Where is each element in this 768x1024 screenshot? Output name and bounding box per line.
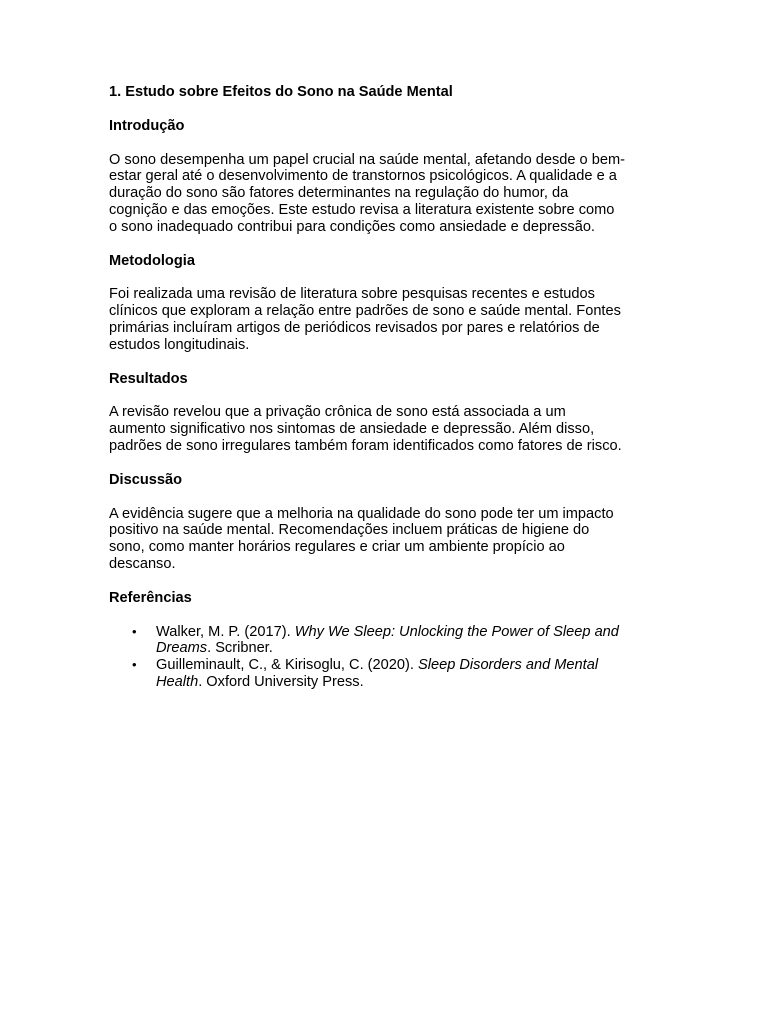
paragraph-line: sono, como manter horários regulares e criar um ambiente propício ao	[109, 539, 565, 556]
section-heading-referencias: Referências	[109, 589, 192, 606]
section-paragraph-resultados	[109, 404, 661, 454]
reference-item	[109, 657, 661, 691]
section-paragraph-metodologia	[109, 286, 661, 353]
paragraph-line: Foi realizada uma revisão de literatura sobre pesquisas recentes e estudos	[109, 286, 595, 303]
paragraph-line: o sono inadequado contribui para condições como ansiedade e depressão.	[109, 218, 595, 235]
reference-line	[156, 624, 661, 641]
paragraph-line: estar geral até o desenvolvimento de transtornos psicológicos. A qualidade e a	[109, 168, 617, 185]
section-paragraph-introducao	[109, 152, 661, 236]
reference-publisher: . Oxford University Press.	[198, 673, 364, 690]
section-heading-resultados: Resultados	[109, 370, 188, 387]
section-heading-introducao: Introdução	[109, 117, 185, 134]
paragraph-line: cognição e das emoções. Este estudo revisa a literatura existente sobre como	[109, 201, 615, 218]
paragraph-line: descanso.	[109, 555, 176, 572]
bullet-icon: •	[132, 623, 137, 639]
document-body	[109, 84, 661, 691]
paragraph-line: aumento significativo nos sintomas de ansiedade e depressão. Além disso,	[109, 421, 595, 438]
bullet-icon: •	[132, 657, 137, 673]
paragraph-line: estudos longitudinais.	[109, 336, 250, 353]
paragraph-line: O sono desempenha um papel crucial na saúde mental, afetando desde o bem-	[109, 151, 625, 168]
section-heading-discussao: Discussão	[109, 471, 183, 488]
reference-line	[156, 674, 661, 691]
paragraph-line: A revisão revelou que a privação crônica de sono está associada a um	[109, 404, 566, 421]
reference-title: Health	[156, 673, 199, 690]
section-heading-metodologia: Metodologia	[109, 252, 195, 269]
reference-line	[156, 640, 661, 657]
references-list	[109, 624, 661, 691]
paragraph-line: duração do sono são fatores determinantes na regulação do humor, da	[109, 185, 569, 202]
reference-author: Walker, M. P. (2017).	[156, 623, 295, 640]
paragraph-line: padrões de sono irregulares também foram identificados como fatores de risco.	[109, 437, 622, 454]
reference-title: Sleep Disorders and Mental	[417, 657, 599, 674]
paragraph-line: positivo na saúde mental. Recomendações incluem práticas de higiene do	[109, 522, 590, 539]
reference-item	[109, 624, 661, 658]
section-paragraph-discussao	[109, 506, 661, 573]
reference-line	[156, 657, 661, 674]
reference-title: Why We Sleep: Unlocking the Power of Sleep and	[294, 623, 619, 640]
paragraph-line: primárias incluíram artigos de periódicos revisados por pares e relatórios de	[109, 319, 600, 336]
paragraph-line: clínicos que exploram a relação entre padrões de sono e saúde mental. Fontes	[109, 303, 621, 320]
reference-publisher: . Scribner.	[207, 640, 273, 657]
paragraph-line: A evidência sugere que a melhoria na qualidade do sono pode ter um impacto	[109, 505, 614, 522]
reference-title: Dreams	[156, 640, 208, 657]
reference-author: Guilleminault, C., & Kirisoglu, C. (2020).	[156, 657, 418, 674]
document-title: 1. Estudo sobre Efeitos do Sono na Saúde Mental	[109, 84, 453, 100]
